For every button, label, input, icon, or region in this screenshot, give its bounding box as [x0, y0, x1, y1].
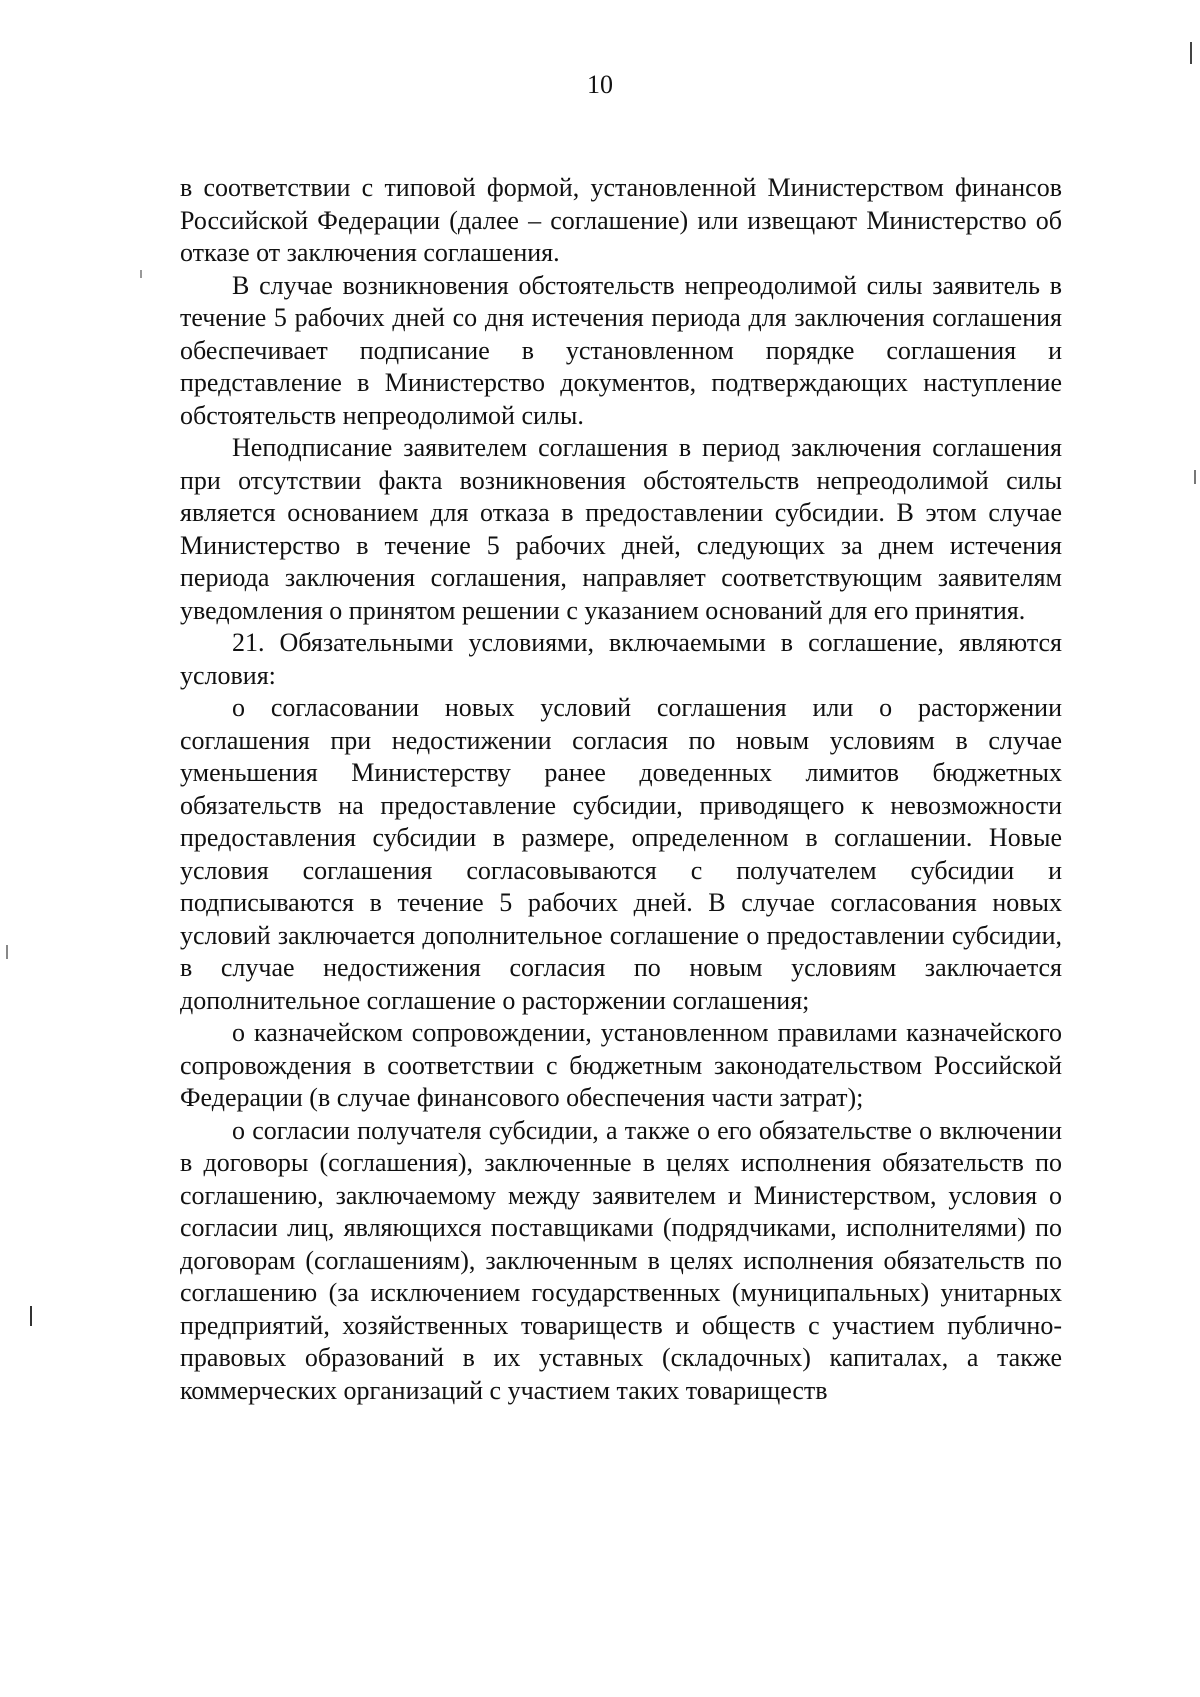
paragraph-treasury-support: о казначейском сопровождении, установленном правилами казначейского сопровождения в соответствии с бюджетным законодательством Российской Федерации (в случае финансового обеспечения части затрат);	[180, 1018, 1062, 1112]
paragraph-non-signing: Неподписание заявителем соглашения в период заключения соглашения при отсутствии факта возникновения обстоятельств непреодолимой силы является основанием для отказа в предоставлении субсидии. В этом случае Министерство в течение 5 рабочих дней, следующих за днем истечения периода заключения соглашения, направляет соответствующим заявителям уведомления о принятом решении с указанием оснований для его принятия.	[180, 433, 1062, 625]
page-number: 10	[587, 70, 613, 99]
scan-artifact-mark	[1194, 470, 1196, 484]
paragraph-consent: о согласии получателя субсидии, а также о его обязательстве о включении в договоры (соглашения), заключенные в целях исполнения обязательств по соглашению, заключаемому между заявителем и Министерством, условия о согласии лиц, являющихся поставщиками (подрядчиками, исполнителями) по договорам (соглашениям), заключенным в целях исполнения обязательств по соглашению (за исключением государственных (муниципальных) унитарных предприятий, хозяйственных товариществ и обществ с участием публично-правовых образований в их уставных (складочных) капиталах, а также коммерческих организаций с участием таких товариществ	[180, 1115, 1062, 1405]
paragraph-clause-21: 21. Обязательными условиями, включаемыми в соглашение, являются условия:	[180, 628, 1062, 690]
scan-artifact-mark	[140, 270, 142, 278]
scan-artifact-mark	[1190, 42, 1192, 64]
paragraph-continuation: в соответствии с типовой формой, установленной Министерством финансов Российской Федерации (далее – соглашение) или извещают Министерство об отказе от заключения соглашения.	[180, 173, 1062, 267]
paragraph-force-majeure: В случае возникновения обстоятельств непреодолимой силы заявитель в течение 5 рабочих дней со дня истечения периода для заключения соглашения обеспечивает подписание в установленном порядке соглашения и представление в Министерство документов, подтверждающих наступление обстоятельств непреодолимой силы.	[180, 270, 1062, 430]
paragraph-new-conditions: о согласовании новых условий соглашения или о расторжении соглашения при недостижении согласия по новым условиям в случае уменьшения Министерству ранее доведенных лимитов бюджетных обязательств на предоставление субсидии, приводящего к невозможности предоставления субсидии в размере, определенном в соглашении. Новые условия соглашения согласовываются с получателем субсидии и подписываются в течение 5 рабочих дней. В случае согласования новых условий заключается дополнительное соглашение о предоставлении субсидии, в случае недостижения согласия по новым условиям заключается дополнительное соглашение о расторжении соглашения;	[180, 693, 1062, 1015]
document-body	[180, 172, 1062, 1407]
scan-artifact-mark	[30, 1306, 32, 1326]
scan-artifact-mark	[6, 945, 8, 959]
